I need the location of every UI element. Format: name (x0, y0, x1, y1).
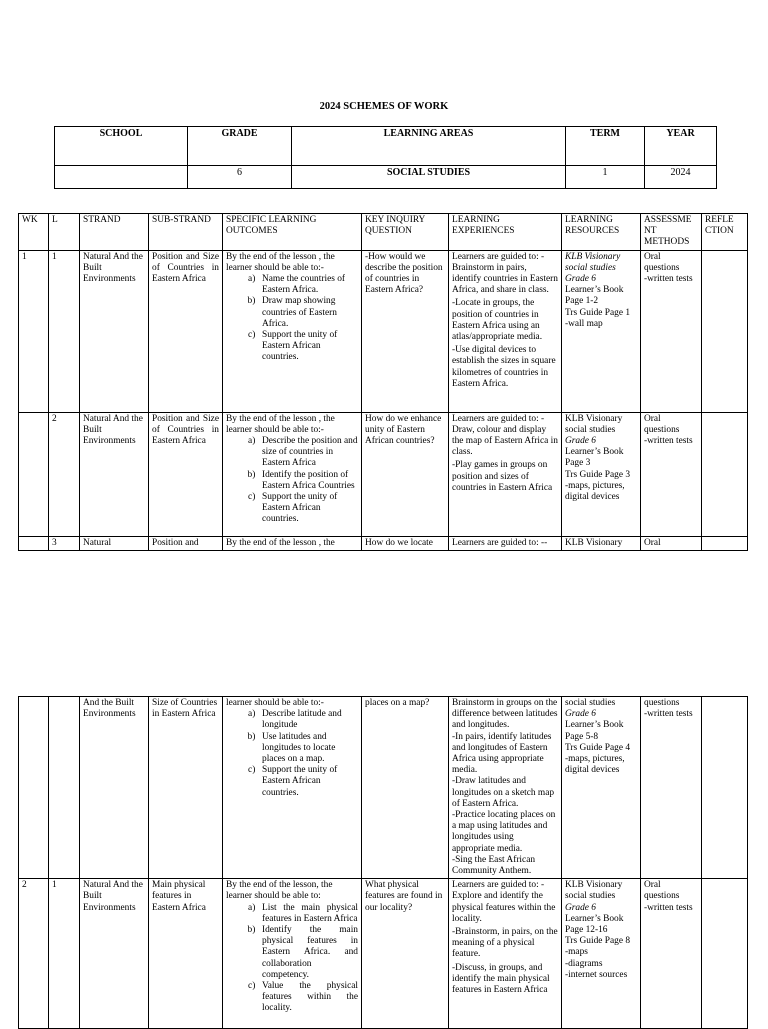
experience-item: Learners are guided to: - Brainstorm in pairs, identify countries in Eastern Africa, and share in class. (452, 251, 558, 296)
col-assessment: ASSESSME NT METHODS (641, 214, 702, 251)
experience-item: -Discuss, in groups, and identify the main physical features in Eastern Africa (452, 962, 550, 996)
list-item: c. Value the physical features within the locality. (260, 981, 358, 1015)
cell-assessment (641, 697, 702, 879)
cell-outcomes: By the end of the lesson , the (223, 536, 362, 550)
cell-strand: Natural And the Built Environments (80, 250, 149, 412)
experience-item: -Brainstorm, in pairs, on the meaning of a physical feature. (452, 927, 558, 960)
resource-item: Learner’s Book Page 3 (565, 447, 624, 469)
cell-l: 1 (49, 250, 80, 412)
list-item: a. List the main physical features in Eastern Africa (260, 903, 358, 925)
cell-substrand: Position and Size of Countries in Eastern Africa (149, 412, 223, 536)
experience-item: -Use digital devices to establish the sizes in square kilometres of countries in Eastern Africa. (452, 345, 556, 389)
col-question: KEY INQUIRY QUESTION (362, 214, 449, 251)
assessment-item: -written tests (644, 902, 693, 913)
cell-experiences (449, 697, 562, 879)
resource-item: Trs Guide Page 3 (565, 469, 631, 480)
cell-outcomes (223, 697, 362, 879)
cell-outcomes (223, 412, 362, 536)
resource-item: -maps (565, 947, 588, 958)
experience-item: Brainstorm in groups on the difference between latitudes and longitudes. (452, 698, 558, 731)
assessment-item: questions (644, 698, 680, 708)
resource-book: KLB Visionary social studies (565, 413, 623, 435)
cell-question: How do we locate (362, 536, 449, 550)
assessment-item: Oral questions (644, 413, 680, 435)
header-grade: GRADE (188, 127, 292, 166)
cell-resources (562, 250, 641, 412)
list-item: a. Describe latitude and longitude (260, 709, 358, 731)
cell-assessment (641, 879, 702, 1029)
cell-l (49, 697, 80, 879)
resource-item: Learner’s Book Page 12-16 (565, 913, 624, 936)
header-school: SCHOOL (55, 127, 188, 166)
table-row (19, 879, 748, 1029)
cell-strand: And the Built Environments (80, 697, 149, 879)
resource-grade: Grade 6 (565, 902, 596, 913)
cell-resources: KLB Visionary (562, 536, 641, 550)
resource-item: Trs Guide Page 8 (565, 936, 631, 947)
list-item: b. Draw map showing countries of Eastern Africa. (260, 296, 358, 330)
header-year: YEAR (645, 127, 717, 166)
experience-item: -Practice locating places on a map using latitudes and longitudes using appropriate media. (452, 810, 556, 854)
assessment-item: -written tests (644, 274, 693, 285)
list-item: b. Use latitudes and longitudes to locate places on a map. (260, 732, 358, 766)
col-resources: LEARNING RESOURCES (562, 214, 641, 251)
cell-substrand: Main physical features in Eastern Africa (149, 879, 223, 1029)
resource-item: Trs Guide Page 4 (565, 742, 631, 753)
table-row (19, 536, 748, 550)
cell-resources (562, 879, 641, 1029)
table-row (19, 697, 748, 879)
resource-item: Trs Guide Page 1 (565, 307, 631, 318)
cell-substrand: Size of Countries in Eastern Africa (149, 697, 223, 879)
cell-question: What physical features are found in our locality? (362, 879, 449, 1029)
list-item: c. Support the unity of Eastern African countries. (260, 492, 358, 526)
col-wk: WK (19, 214, 49, 251)
experience-item: -Draw latitudes and longitudes on a sketch map of Eastern Africa. (452, 776, 555, 809)
scheme-table (18, 213, 748, 551)
cell-question: How do we enhance unity of Eastern African countries? (362, 412, 449, 536)
value-school (55, 166, 188, 189)
outcomes-intro: learner should be able to:- (226, 698, 324, 708)
col-outcomes: SPECIFIC LEARNING OUTCOMES (223, 214, 362, 251)
col-experiences: LEARNING EXPERIENCES (449, 214, 562, 251)
cell-question: places on a map? (362, 697, 449, 879)
cell-wk (19, 412, 49, 536)
cell-strand: Natural And the Built Environments (80, 879, 149, 1029)
resource-book: social studies (565, 698, 616, 708)
scheme-header-row (19, 214, 748, 251)
outcomes-intro: By the end of the lesson , the learner should be able to:- (226, 251, 335, 273)
header-term: TERM (566, 127, 645, 166)
cell-reflection (702, 536, 748, 550)
experience-item: -In pairs, identify latitudes and longitudes of Eastern Africa using appropriate media. (452, 731, 552, 776)
cell-experiences (449, 879, 562, 1029)
cell-outcomes (223, 250, 362, 412)
resource-item: -internet sources (565, 969, 628, 980)
resource-book: KLB Visionary social studies Grade 6 (565, 251, 621, 285)
resource-grade: Grade 6 (565, 709, 596, 720)
value-grade: 6 (188, 166, 292, 189)
assessment-item: Oral questions (644, 880, 680, 902)
cell-l: 3 (49, 536, 80, 550)
cell-wk (19, 536, 49, 550)
list-item: c. Support the unity of Eastern African countries. (260, 765, 358, 799)
assessment-item: -written tests (644, 436, 693, 447)
list-item: a. Describe the position and size of countries in Eastern Africa (260, 436, 358, 470)
cell-reflection (702, 412, 748, 536)
cell-substrand: Position and Size of Countries in Eastern Africa (149, 250, 223, 412)
scheme-table-continued (18, 696, 748, 1029)
list-item: a. Name the countries of Eastern Africa. (260, 274, 358, 296)
cell-assessment (641, 250, 702, 412)
cell-assessment: Oral (641, 536, 702, 550)
cell-experiences (449, 412, 562, 536)
cell-substrand: Position and (149, 536, 223, 550)
resource-item: Learner’s Book Page 5-8 (565, 720, 624, 742)
cell-resources (562, 412, 641, 536)
header-table (54, 126, 717, 189)
value-learning-area: SOCIAL STUDIES (292, 166, 566, 189)
col-reflection: REFLE CTION (702, 214, 748, 251)
list-item: b. Identify the main physical features in Eastern Africa. and collaboration competency. (260, 925, 358, 981)
resource-item: -wall map (565, 318, 603, 329)
outcomes-intro: By the end of the lesson, the learner should be able to: (226, 880, 333, 902)
header-learning-areas: LEARNING AREAS (292, 127, 566, 166)
assessment-item: -written tests (644, 709, 693, 720)
cell-l: 2 (49, 412, 80, 536)
resource-item: -maps, pictures, digital devices (565, 754, 625, 776)
cell-l: 1 (49, 879, 80, 1029)
list-item: b. Identify the position of Eastern Africa Countries (260, 470, 358, 492)
cell-reflection (702, 879, 748, 1029)
experience-item: -Locate in groups, the position of countries in Eastern Africa using an atlas/appropriate media. (452, 298, 543, 343)
resource-grade: Grade 6 (565, 436, 596, 447)
cell-wk (19, 697, 49, 879)
document-title: 2024 SCHEMES OF WORK (319, 101, 449, 112)
table-row (19, 412, 748, 536)
value-year: 2024 (645, 166, 717, 189)
experience-item: Learners are guided to: - Draw, colour and display the map of Eastern Africa in class. (452, 413, 558, 458)
cell-wk: 2 (19, 879, 49, 1029)
resource-item: Learner’s Book Page 1-2 (565, 285, 624, 307)
resource-item: -diagrams (565, 958, 603, 969)
experience-item: -Play games in groups on position and sizes of countries in Eastern Africa (452, 460, 553, 493)
cell-experiences: Learners are guided to: -- (449, 536, 562, 550)
outcomes-intro: By the end of the lesson , the learner should be able to:- (226, 413, 335, 435)
cell-strand: Natural (80, 536, 149, 550)
cell-assessment (641, 412, 702, 536)
experience-item: Learners are guided to: - Explore and identify the physical features within the locality. (452, 880, 556, 924)
resource-item: -maps, pictures, digital devices (565, 480, 625, 503)
cell-resources (562, 697, 641, 879)
table-row (19, 250, 748, 412)
list-item: c. Support the unity of Eastern African countries. (260, 330, 358, 364)
experience-item: -Sing the East African Community Anthem. (452, 854, 536, 877)
cell-experiences (449, 250, 562, 412)
cell-question: -How would we describe the position of countries in Eastern Africa? (362, 250, 449, 412)
cell-outcomes (223, 879, 362, 1029)
col-substrand: SUB-STRAND (149, 214, 223, 251)
resource-book: KLB Visionary social studies (565, 880, 623, 902)
cell-reflection (702, 250, 748, 412)
col-l: L (49, 214, 80, 251)
value-term: 1 (566, 166, 645, 189)
assessment-item: Oral questions (644, 251, 680, 273)
cell-wk: 1 (19, 250, 49, 412)
cell-strand: Natural And the Built Environments (80, 412, 149, 536)
col-strand: STRAND (80, 214, 149, 251)
cell-reflection (702, 697, 748, 879)
